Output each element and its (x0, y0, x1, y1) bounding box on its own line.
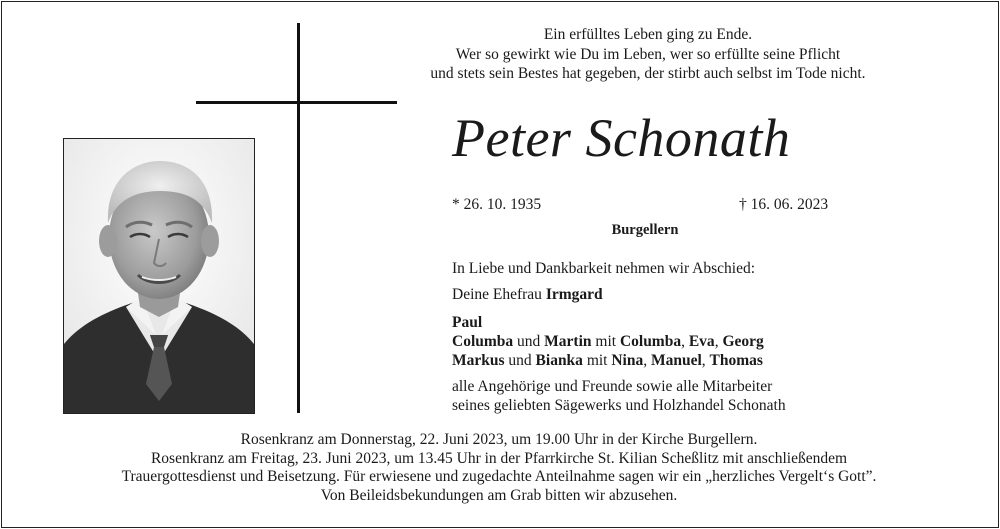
deceased-name: Peter Schonath (452, 108, 791, 168)
cross-icon-horizontal (196, 101, 397, 104)
family-name: Thomas (709, 352, 763, 369)
family-name: Eva (688, 333, 715, 350)
child-name: Paul (452, 314, 483, 331)
family-name: Georg (722, 333, 764, 350)
child-line (452, 313, 852, 332)
motto-line: und stets sein Bestes hat gegeben, der stirbt auch selbst im Tode nicht. (430, 65, 866, 82)
relatives-line: seines geliebten Sägewerks und Holzhandel Schonath (452, 397, 786, 414)
family-name: Nina (611, 352, 644, 369)
family-name: Markus (452, 352, 505, 369)
family-name: Manuel (650, 352, 702, 369)
wife-line (452, 285, 852, 304)
family-name: Martin (544, 333, 592, 350)
motto-line: Ein erfülltes Leben ging zu Ende. (543, 26, 753, 43)
family-name: Columba (619, 333, 682, 350)
portrait-photo (63, 138, 255, 414)
cross-icon-vertical (297, 23, 300, 413)
mourners-list (452, 259, 852, 415)
farewell-intro: In Liebe und Dankbarkeit nehmen wir Abschied: (452, 260, 756, 277)
hometown: Burgellern (611, 222, 679, 238)
motto-verse (398, 25, 898, 84)
motto-line: Wer so gewirkt wie Du im Leben, wer so erfüllte seine Pflicht (455, 45, 841, 63)
family-name: Columba (452, 333, 514, 350)
family-name: Bianka (535, 352, 583, 369)
birth-date: * 26. 10. 1935 (452, 196, 542, 213)
service-details (20, 431, 978, 505)
death-date: † 16. 06. 2023 (739, 196, 829, 213)
footer-line: Rosenkranz am Freitag, 23. Juni 2023, um 13.45 Uhr in der Pfarrkirche St. Kilian Scheßlitz mit anschließendem (150, 449, 848, 467)
relatives-line: alle Angehörige und Freunde sowie alle Mitarbeiter (452, 378, 773, 395)
footer-line: Von Beileidsbekundungen am Grab bitten wir abzusehen. (320, 486, 678, 504)
wife-name: Irmgard (545, 286, 603, 303)
footer-line: Rosenkranz am Donnerstag, 22. Juni 2023, um 19.00 Uhr in der Kirche Burgellern. (240, 431, 758, 448)
wife-label: Deine Ehefrau (452, 286, 546, 303)
family-line: Markus und Bianka mit Nina, Manuel, Thomas (452, 352, 763, 369)
footer-line: Trauergottesdienst und Beisetzung. Für erwiesene und zugedachte Anteilnahme sagen wir ein „herzliches Vergelt‘s Gott”. (121, 468, 877, 486)
family-line: Columba und Martin mit Columba, Eva, Georg (452, 333, 764, 350)
